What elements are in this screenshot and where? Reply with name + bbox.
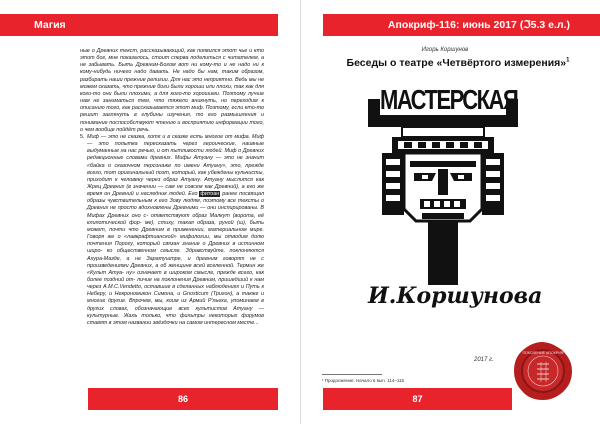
footnote: ¹ Продолжение. Начало в вып. 114–115 <box>322 378 405 383</box>
right-page-number: 87 <box>323 388 512 410</box>
item-text: Миф — это не сказка, хотя и в сказке есть многое от мифа. Миф — это попытка пересказать через героические, наивные выдуманные на нас речью, и от пытливости людей. Миф о Древних редакционные словами древних. Мифы Атуану — это не значит «байка о сказочном персонаже по имени Атуану», это, прежде всего, тот оригинальный поэт, который, как убеждены кульчисты, приходит к человеку через образ Атуану. Атуану мыслится как Жрец Древних (в значении — сам не совсем как Древний), а его же время он Древний и наследник людей. Его фитоан ранее посвящал образы чувствительным к его Зову людям, поэтому все тексты о Древних не просто вдохновлены Древними — они инспирированы. В Мифах Древних оно с- ответствуют образ Малкут (ворота, её клипотической фор- ме), стиху, такая образа, руной (ш), быть может, почти что Древним в применении, материальном мире. Говоря же о «лавкрафтианской» мифологии, мы отводим долю почтения Порогу, который связан знание о Древних в истинном широ- ко общественном смысле. Здравствуйте, поклоняются Ахура-Мазде, а не Заратуштре, и древним говорят не с произведениями Древних, а об женщине всей вселенной. Термин же «Культ Атуа- ну» означает в широком смысле, прежде всего, как более поздний от- личие на поклонения Древним, пришедший к нам через А.М.С.Vendetto, оставшие в сделанных наблюдениях и Путь к Неберу, и Некрономикон Симона, и Gnosticum (Тригон), а также и многие другие. Впрочем, мы, коим из Армий Р'льеха, упоминаем в других словах, обозначающие всех культистов Атуану — культурные. Жаль только, что фильтры некоторых форумов ставят в этом названии звёздочки на самом интересном месте... <box>87 133 264 326</box>
right-page-header: Апокриф-116: июнь 2017 (ℑ5.3 е.л.) <box>323 14 600 36</box>
numbered-item <box>80 134 264 327</box>
left-page-body <box>80 48 264 327</box>
mask-illustration <box>368 85 518 285</box>
left-page-number: 86 <box>88 388 278 410</box>
wax-seal-icon <box>512 340 574 402</box>
item-number: 5. <box>80 133 85 140</box>
article-title: Беседы о театре «Четвёртого измерения»$^1$ <box>346 57 570 69</box>
article-author: Игорь Коршунов <box>421 47 469 53</box>
highlighted-word: фитоан <box>200 191 220 198</box>
left-page-header: Магия <box>0 14 278 36</box>
article-year: 2017 г. <box>474 357 494 363</box>
poster-name: И.Коршунова <box>368 283 543 309</box>
theatre-poster <box>368 83 543 325</box>
body-paragraph: ные о Древних текст, рассказывающий, как появился этот чье и кто этот бог, мне показалось, стоит сперва поделиться с читателем, а не забывать. Быть Древним-Богом вот ни кому-то и не надо ни к кому-нибудь ничего надо давать. Не надо бы нам, таким образом, разбирать наши прежние религии. Для нас это неприятно. Ведь мы не можем сказать, что прежние боги были хороши или плохи, так как для кого-то они были плохими, а для кого-то хорошими. Поэтому лучше нам не заниматься тем, что тяжело вникнуть, но переходим к описанию того, как рассказывается этот миф. Поэтому, если кто-то решит заглянуть в глубины изучения, то его размышления и понимание поспособствуют чтению и восприятию информации того, о чем вообще пойдёт речь. <box>80 48 264 133</box>
poster-title: МАСТЕРСКАЯ <box>380 83 518 115</box>
seal-text: ПОКОЛЕНИЕ АПОКРИФ <box>522 351 564 355</box>
footnote-mark: 1 <box>566 57 570 64</box>
footnote-divider <box>322 374 382 375</box>
